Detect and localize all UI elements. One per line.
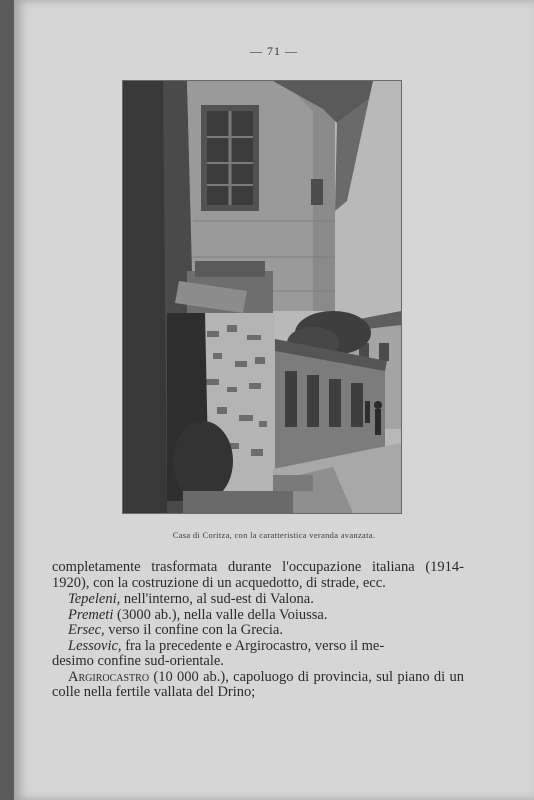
paragraph-argirocastro-text: (10 000 ab.), capoluogo di provincia, sul piano di un colle nella fertile vallata del Drino; bbox=[52, 668, 464, 700]
place-description: verso il confine con la Grecia. bbox=[104, 622, 283, 638]
body-text bbox=[52, 560, 464, 701]
page-number: — 71 — bbox=[250, 44, 298, 58]
place-name: Tepeleni, bbox=[68, 591, 121, 607]
town-list bbox=[52, 592, 464, 670]
paragraph-argirocastro bbox=[52, 670, 464, 701]
paragraph-intro: completamente trasformata durante l'occupazione italiana (1914-1920), con la costruzione di un acquedotto, di strade, ecc. bbox=[52, 559, 464, 591]
place-name: Premeti bbox=[68, 606, 114, 623]
town-heading: Argirocastro bbox=[68, 668, 150, 685]
list-item bbox=[52, 623, 464, 639]
place-description: (3000 ab.), nella valle della Voiussa. bbox=[113, 606, 328, 623]
figure-caption: Casa di Coritza, con la caratteristica veranda avanzata. bbox=[172, 530, 376, 540]
list-item-continuation: desimo confine sud-orientale. bbox=[52, 653, 224, 669]
book-page bbox=[14, 0, 534, 800]
list-item bbox=[52, 639, 464, 655]
place-description: fra la precedente e Argirocastro, verso il me- bbox=[121, 637, 385, 654]
list-item bbox=[52, 592, 464, 608]
place-description: nell'interno, al sud-est di Valona. bbox=[120, 591, 314, 607]
list-item bbox=[52, 608, 464, 624]
place-name: Ersec, bbox=[68, 622, 105, 638]
place-name: Lessovic, bbox=[68, 637, 122, 654]
house-photograph bbox=[122, 80, 402, 514]
house-photo-illustration bbox=[123, 81, 401, 513]
